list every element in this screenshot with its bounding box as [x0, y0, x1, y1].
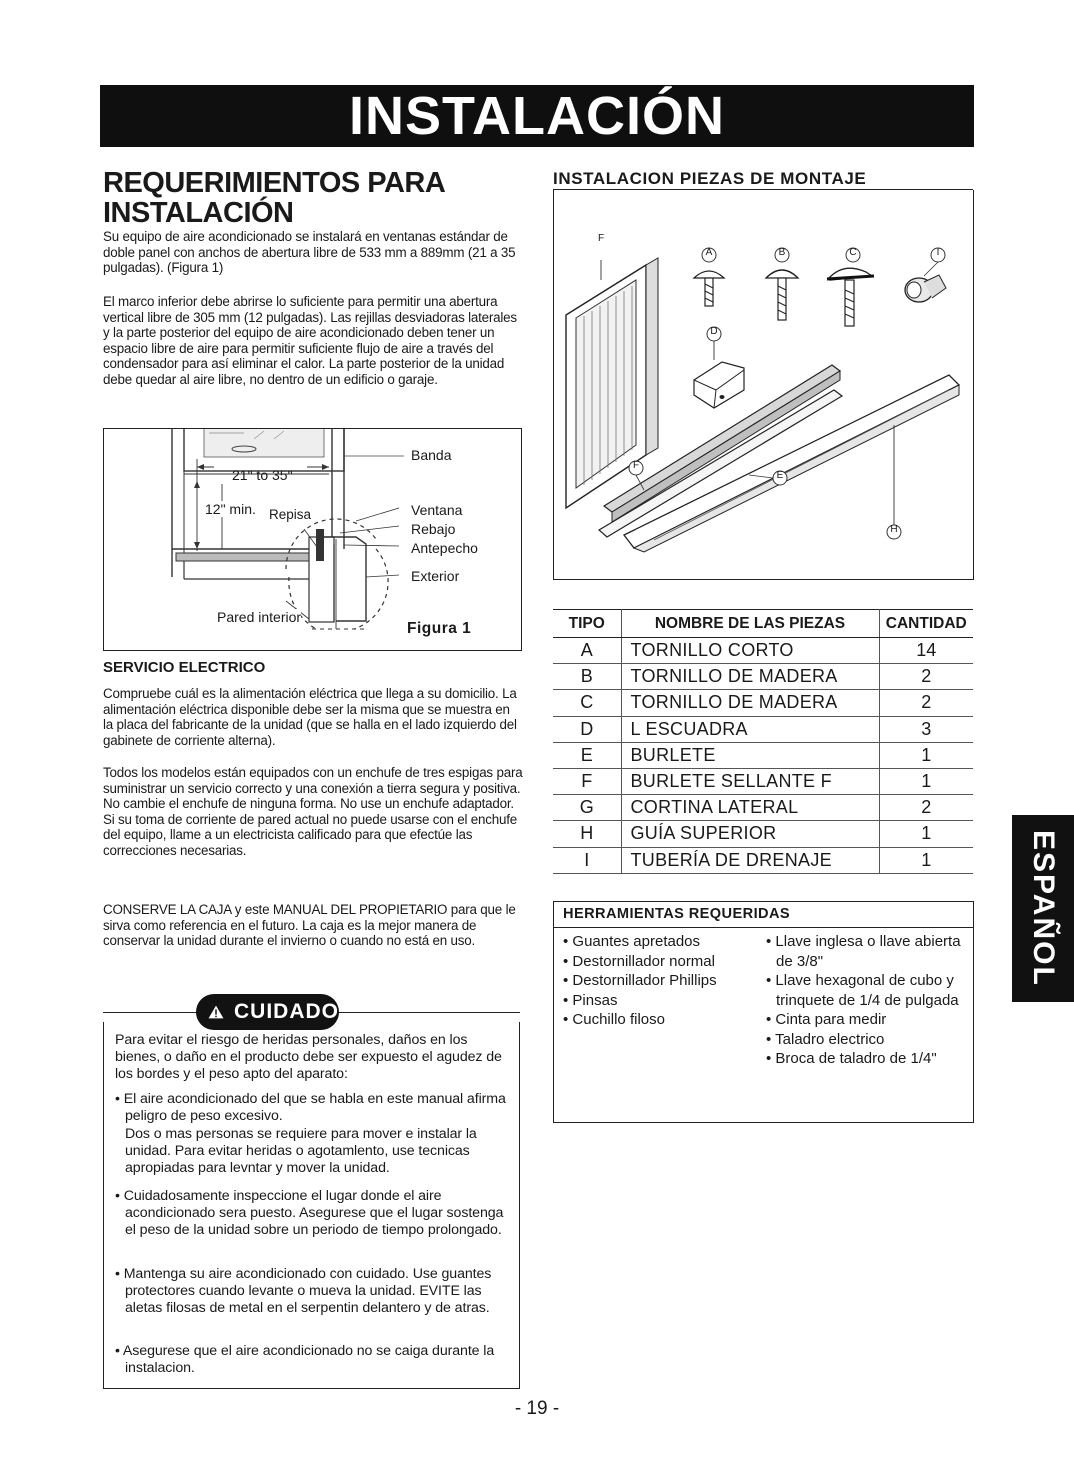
part-name: L ESCUADRA: [621, 716, 879, 742]
parts-table-header: [553, 610, 973, 638]
part-type: H: [553, 821, 621, 847]
part-name: TUBERÍA DE DRENAJE: [621, 847, 879, 873]
part-quantity: 2: [879, 690, 973, 716]
caution-label: CUIDADO: [234, 1000, 339, 1023]
label-ventana: Ventana: [411, 502, 463, 518]
part-type: B: [553, 664, 621, 690]
electric-para-2: Todos los modelos están equipados con un enchufe de tres espigas para suministrar un servicio correcto y una conexión a tierra segura y positiva. No cambie el enchufe de ninguna forma. No use un enchufe adaptador. Si su toma de corriente de pared actual no puede usarse con el enchufe del equipo, llame a un electricista calificado para que efectúe las correcciones necesarias.: [103, 765, 523, 858]
mounting-letter-i: I: [936, 247, 940, 258]
mounting-letter-f-bottom: F: [632, 460, 640, 471]
part-quantity: 2: [879, 664, 973, 690]
label-window-width: 21" to 35": [232, 467, 293, 483]
part-type: D: [553, 716, 621, 742]
part-quantity: 2: [879, 795, 973, 821]
mounting-heading: INSTALACION PIEZAS DE MONTAJE: [553, 169, 867, 188]
list-item: • Taladro electrico: [766, 1030, 885, 1048]
language-side-tab: [1012, 815, 1074, 1002]
table-row: [553, 690, 973, 716]
mounting-letter-h: H: [890, 524, 898, 535]
part-type: F: [553, 768, 621, 794]
electric-para-3: CONSERVE LA CAJA y este MANUAL DEL PROPIETARIO para que le sirva como referencia en el futuro. La caja es la mejor manera de conservar la unidad durante el invierno o cuando no está en uso.: [103, 902, 516, 949]
list-item: • Destornillador Phillips: [563, 972, 717, 989]
header-cantidad: CANTIDAD: [879, 610, 973, 638]
part-type: I: [553, 847, 621, 873]
table-row: [553, 638, 973, 664]
requirements-heading-line2: INSTALACIÓN: [103, 197, 294, 229]
figure-1-caption: Figura 1: [407, 620, 472, 637]
mounting-parts-diagram: [553, 190, 974, 580]
part-name: GUÍA SUPERIOR: [621, 821, 879, 847]
mounting-letter-d: D: [710, 326, 718, 337]
header-tipo: TIPO: [553, 610, 621, 638]
electric-para-1: Compruebe cuál es la alimentación eléctrica que llega a su domicilio. La alimentación eléctrica disponible debe ser la misma que se muestra en la placa del fabricante de la unidad (que se halla en el lado izquierdo del gabinete de corriente alterna).: [103, 686, 517, 748]
caution-bullet-1-continued: Dos o mas personas se requiere para mover e instalar la unidad. Para evitar heridas o agotamlento, use tecnicas apropiadas para levntar y mover la unidad.: [125, 1126, 477, 1176]
requirements-heading-line1: REQUERIMIENTOS PARA: [103, 167, 446, 199]
caution-label-tab: [196, 994, 339, 1030]
requirements-heading: [103, 168, 523, 228]
mounting-letter-c: C: [849, 247, 857, 258]
mounting-parts-svg: [554, 190, 973, 578]
language-label: ESPAÑOL: [1027, 830, 1060, 987]
table-row: [553, 716, 973, 742]
requirements-para-1: Su equipo de aire acondicionado se instalará en ventanas estándar de doble panel con anchos de abertura libre de 533 mm a 889mm (21 a 35 pulgadas). (Figura 1): [103, 229, 516, 276]
caution-intro: Para evitar el riesgo de heridas personales, daños en los bienes, o daño en el producto debe ser expuesto el agudez de los bordes y el peso apto del aparato:: [115, 1032, 502, 1082]
caution-bullet-4: • Asegurese que el aire acondicionado no se caiga durante la instalacion.: [115, 1343, 495, 1376]
mounting-letter-b: B: [778, 247, 786, 258]
tools-left-column: [563, 932, 763, 1030]
list-item: • Llave inglesa o llave abierta de 3/8": [766, 933, 961, 970]
caution-bullet-3: • Mantenga su aire acondicionado con cuidado. Use guantes protectores cuando levante o mueva la unidad. EVITE las aletas filosas de metal en el serpentin delantero y de atras.: [115, 1266, 492, 1316]
label-banda: Banda: [411, 447, 452, 463]
caution-bullet-1: • El aire acondicionado del que se habla en este manual afirma peligro de peso excesivo.: [115, 1091, 506, 1124]
label-rebajo: Rebajo: [411, 521, 456, 537]
list-item: • Cuchillo filoso: [563, 1011, 665, 1028]
caution-frame-right-top: [337, 1012, 520, 1013]
mounting-letter-a: A: [705, 247, 713, 258]
label-repisa: Repisa: [269, 507, 312, 522]
part-quantity: 14: [879, 638, 973, 664]
table-row: [553, 795, 973, 821]
header-nombre: NOMBRE DE LAS PIEZAS: [621, 610, 879, 638]
label-antepecho: Antepecho: [411, 540, 478, 556]
page-banner: [100, 85, 974, 147]
parts-table: [553, 609, 973, 874]
mounting-letter-f-top: F: [597, 233, 605, 244]
electric-heading: SERVICIO ELECTRICO: [103, 659, 266, 676]
part-name: TORNILLO DE MADERA: [621, 664, 879, 690]
part-name: CORTINA LATERAL: [621, 795, 879, 821]
caution-frame-left-top: [103, 1012, 198, 1013]
page-number: - 19 -: [514, 1398, 560, 1419]
table-row: [553, 821, 973, 847]
list-item: • Llave hexagonal de cubo y trinquete de 1/4 de pulgada: [766, 972, 959, 1009]
list-item: • Guantes apretados: [563, 933, 701, 950]
part-quantity: 1: [879, 821, 973, 847]
warning-triangle-icon: [208, 998, 224, 1026]
part-name: TORNILLO CORTO: [621, 638, 879, 664]
part-type: G: [553, 795, 621, 821]
banner-title: INSTALACIÓN: [349, 86, 725, 146]
required-tools-box: [553, 901, 974, 1123]
part-name: BURLETE: [621, 742, 879, 768]
part-quantity: 1: [879, 847, 973, 873]
tools-heading-rule: [554, 927, 973, 928]
label-min-height: 12" min.: [205, 501, 256, 517]
table-row: [553, 768, 973, 794]
figure-1-window-diagram: [103, 428, 522, 651]
part-type: E: [553, 742, 621, 768]
part-name: TORNILLO DE MADERA: [621, 690, 879, 716]
part-quantity: 1: [879, 768, 973, 794]
label-exterior: Exterior: [411, 568, 460, 584]
part-name: BURLETE SELLANTE F: [621, 768, 879, 794]
part-type: C: [553, 690, 621, 716]
tools-right-column: [766, 932, 971, 1069]
part-type: A: [553, 638, 621, 664]
part-quantity: 3: [879, 716, 973, 742]
list-item: • Broca de taladro de 1/4": [766, 1050, 937, 1067]
caution-bullet-2: • Cuidadosamente inspeccione el lugar donde el aire acondicionado sera puesto. Asegurese que el lugar sostenga el peso de la unidad sobre un periodo de tiempo prolongado.: [115, 1188, 504, 1238]
list-item: • Cinta para medir: [766, 1011, 887, 1028]
requirements-para-2: El marco inferior debe abrirse lo suficiente para permitir una abertura vertical libre de 305 mm (12 pulgadas). Las rejillas desviadoras laterales y la parte posterior del equipo de aire acondicionado deben tener un espacio libre de aire para permitir suficiente flujo de aire a través del condensador para así eliminar el calor. La parte posterior de la unidad debe quedar al aire libre, no dentro de un edificio o garaje.: [103, 294, 517, 387]
list-item: • Destornillador normal: [563, 952, 715, 970]
mounting-letter-e: E: [776, 470, 784, 481]
table-row: [553, 742, 973, 768]
part-quantity: 1: [879, 742, 973, 768]
table-row: [553, 847, 973, 873]
tools-heading: HERRAMIENTAS REQUERIDAS: [563, 906, 791, 922]
list-item: • Pinsas: [563, 991, 618, 1009]
table-row: [553, 664, 973, 690]
label-pared-interior: Pared interior: [217, 609, 302, 625]
